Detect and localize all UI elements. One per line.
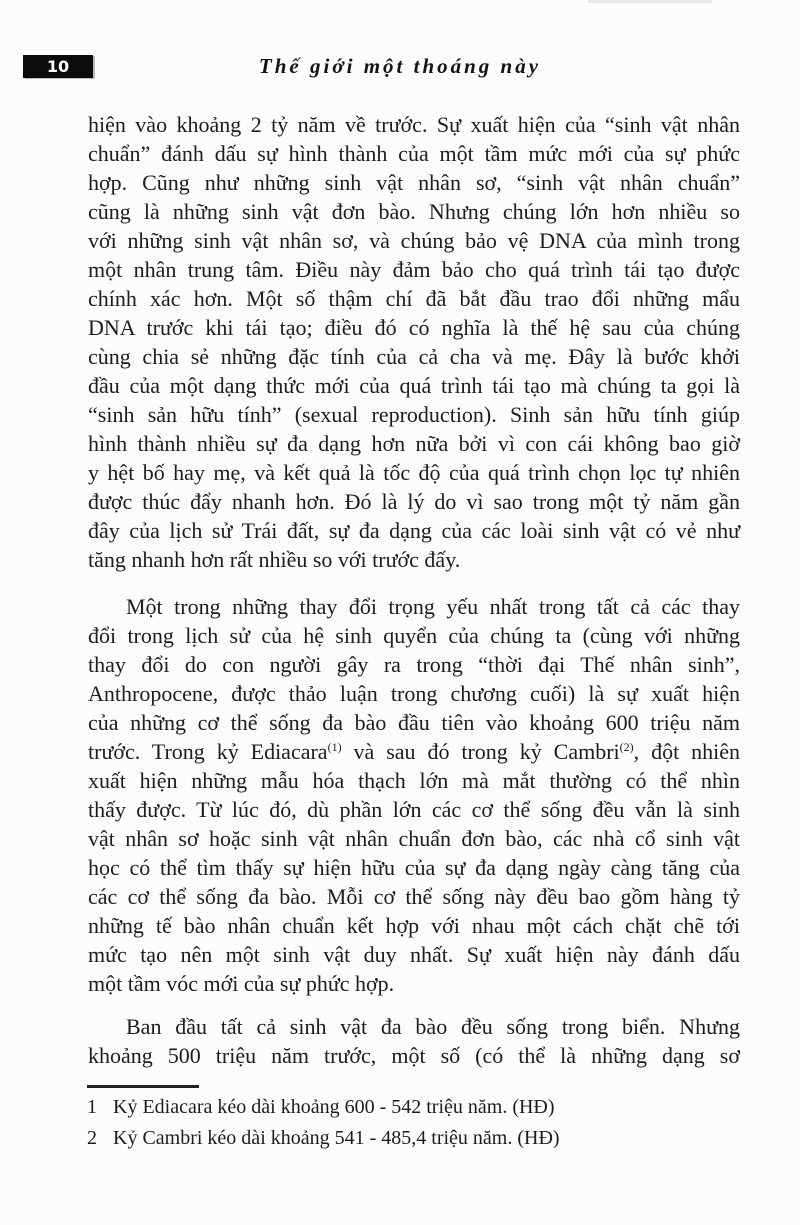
footnote-ref-1: (1)	[327, 740, 342, 754]
footnote-text: Kỷ Cambri kéo dài khoảng 541 - 485,4 triệu năm. (HĐ)	[113, 1127, 560, 1149]
text-line: một tầm vóc mới của sự phức hợp.	[88, 971, 395, 996]
text-line: chuẩn” đánh dấu sự hình thành của một tầm mức mới của sự phức	[88, 141, 740, 166]
text-line: y hệt bố hay mẹ, và kết quả là tốc độ của quá trình chọn lọc tự nhiên	[88, 460, 740, 485]
body-text	[88, 110, 740, 1070]
text-line: “sinh sản hữu tính” (sexual reproduction). Sinh sản hữu tính giúp	[88, 402, 740, 427]
text-line: với những sinh vật nhân sơ, và chúng bảo vệ DNA của mình trong	[88, 228, 740, 253]
text-line: Anthropocene, được thảo luận trong chương cuối) là sự xuất hiện	[88, 681, 740, 706]
footnote-number: 1	[87, 1096, 97, 1118]
running-header: Thế giới một thoáng này	[258, 54, 542, 78]
text-line: đổi trong lịch sử của hệ sinh quyển của chúng ta (cùng với những	[88, 623, 740, 648]
text-segment: trước. Trong kỷ Ediacara	[88, 739, 328, 764]
text-line: hình thành nhiều sự đa dạng hơn nữa bởi vì con cái không bao giờ	[88, 431, 740, 456]
text-line: DNA trước khi tái tạo; điều đó có nghĩa là thế hệ sau của chúng	[88, 315, 740, 340]
text-line: mức tạo nên một sinh vật duy nhất. Sự xuất hiện này đánh dấu	[88, 942, 740, 967]
footnotes	[87, 1092, 747, 1154]
text-line: học có thể tìm thấy sự hiện hữu của sự đa dạng ngày càng tăng của	[88, 855, 740, 880]
text-line: cũng là những sinh vật đơn bào. Nhưng chúng lớn hơn nhiều so	[88, 199, 740, 224]
text-line: xuất hiện những mẫu hóa thạch lớn mà mắt thường có thể nhìn	[88, 768, 740, 793]
footnote-ref-2: (2)	[619, 740, 634, 754]
text-line: vật nhân sơ hoặc sinh vật nhân chuẩn đơn bào, các nhà cổ sinh vật	[88, 826, 740, 851]
text-line: các cơ thể sống đa bào. Mỗi cơ thể sống này đều bao gồm hàng tỷ	[88, 884, 740, 909]
paragraph-1	[88, 110, 740, 574]
text-line: Một trong những thay đổi trọng yếu nhất trong tất cả các thay	[126, 594, 740, 619]
text-segment: , đột nhiên	[633, 739, 740, 764]
text-line: đầu của một dạng thức mới của quá trình tái tạo mà chúng ta gọi là	[88, 373, 740, 398]
text-line: chính xác hơn. Một số thậm chí đã bắt đầu trao đổi những mẩu	[88, 286, 740, 311]
page-number: 10	[46, 57, 70, 76]
text-line: Ban đầu tất cả sinh vật đa bào đều sống trong biển. Nhưng	[126, 1014, 740, 1039]
text-line-with-footnote-refs	[88, 737, 740, 766]
text-line: những tế bào nhân chuẩn kết hợp với nhau một cách chặt chẽ tới	[88, 913, 740, 938]
text-line: thay đổi do con người gây ra trong “thời đại Thế nhân sinh”,	[88, 652, 740, 677]
text-line: thấy được. Từ lúc đó, dù phần lớn các cơ thể sống đều vẫn là sinh	[88, 797, 740, 822]
text-line: cùng chia sẻ những đặc tính của cả cha và mẹ. Đây là bước khởi	[88, 344, 740, 369]
text-line: tăng nhanh hơn rất nhiều so với trước đấy.	[88, 547, 461, 572]
text-line: hiện vào khoảng 2 tỷ năm về trước. Sự xuất hiện của “sinh vật nhân	[88, 112, 740, 137]
text-line: một nhân trung tâm. Điều này đảm bảo cho quá trình tái tạo được	[88, 257, 740, 282]
text-line: khoảng 500 triệu năm trước, một số (có thể là những dạng sơ	[88, 1043, 740, 1068]
text-line: của những cơ thể sống đa bào đầu tiên vào khoảng 600 triệu năm	[88, 710, 740, 735]
paragraph-2	[88, 592, 740, 998]
footnote-2	[87, 1123, 747, 1154]
footnote-1	[87, 1092, 747, 1123]
footnote-text: Kỷ Ediacara kéo dài khoảng 600 - 542 triệu năm. (HĐ)	[113, 1096, 555, 1118]
footnote-separator-rule	[87, 1085, 199, 1088]
paragraph-3	[88, 1012, 740, 1070]
text-line: hợp. Cũng như những sinh vật nhân sơ, “sinh vật nhân chuẩn”	[88, 170, 740, 195]
footnote-number: 2	[87, 1127, 97, 1149]
text-line: đây của lịch sử Trái đất, sự đa dạng của các loài sinh vật có vẻ như	[88, 518, 740, 543]
text-line: được thúc đẩy nhanh hơn. Đó là lý do vì sao trong một tỷ năm gần	[88, 489, 740, 514]
text-segment: và sau đó trong kỷ Cambri	[341, 739, 620, 764]
scan-edge-artifact	[588, 0, 712, 3]
